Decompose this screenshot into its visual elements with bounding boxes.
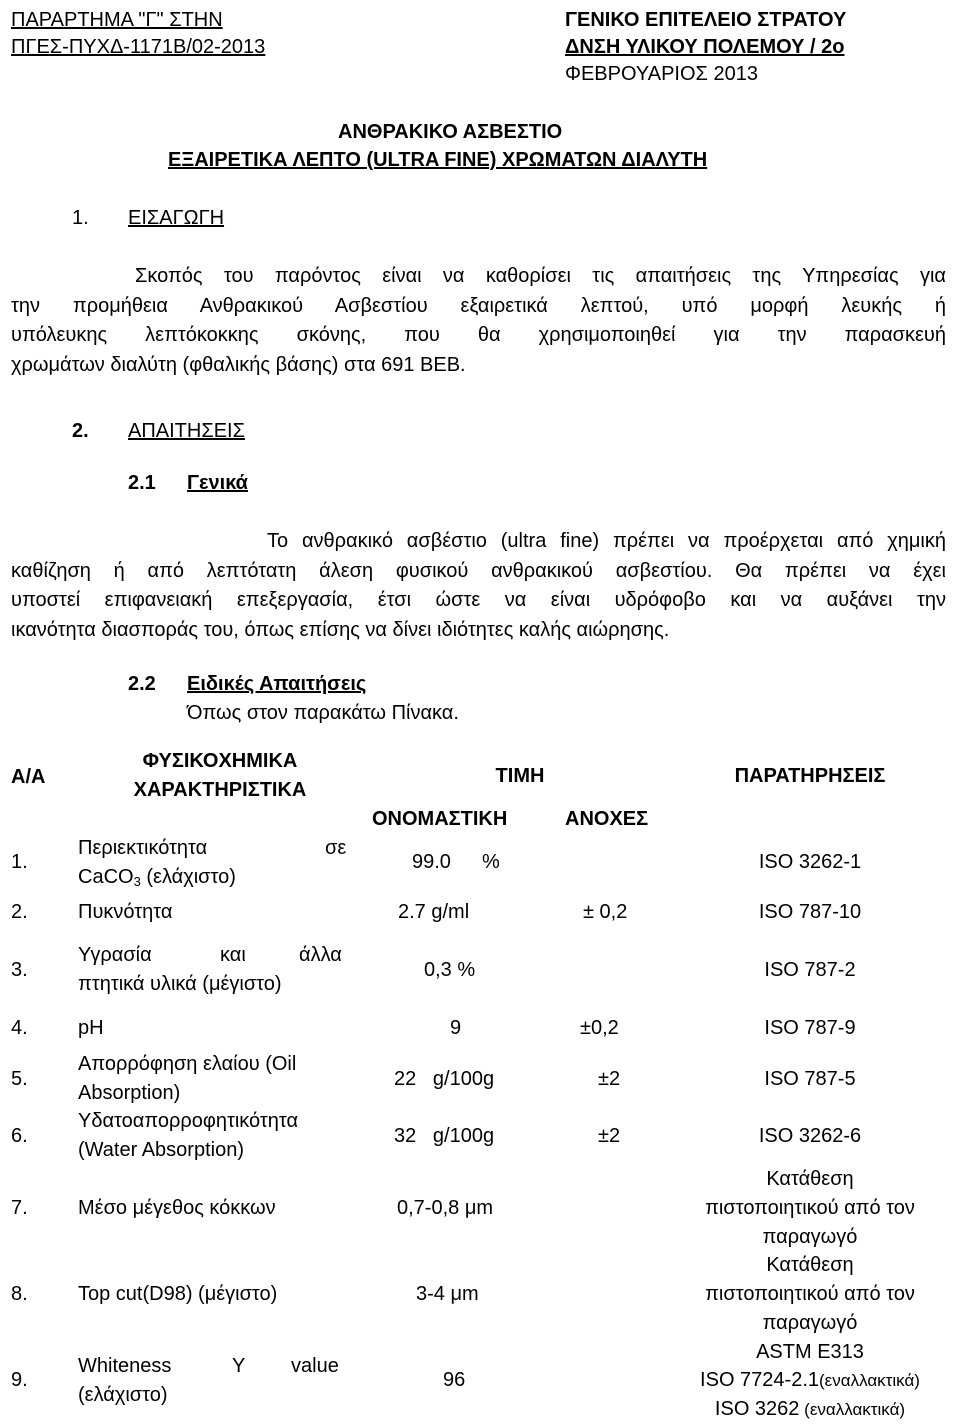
row-remark: ISO 3262-6	[758, 1125, 862, 1147]
row-property: Υδατοαπορροφητικότητα	[78, 1110, 299, 1132]
header-value: ΤΙΜΗ	[495, 765, 545, 787]
header-tolerance: ΑΝΟΧΕΣ	[565, 808, 649, 830]
alternative-note: (εναλλακτικά)	[799, 1400, 906, 1419]
row-property-word: και	[220, 944, 246, 966]
row-nominal: 96	[443, 1369, 466, 1391]
standard-code: ISO 7724-2.1	[700, 1369, 820, 1391]
row-remark: ISO 3262-1	[758, 851, 862, 873]
section1-paragraph	[11, 262, 946, 380]
paragraph-line: την προμήθεια Ανθρακικού Ασβεστίου εξαιρετικά λεπτού, υπό μορφή λευκής ή	[11, 294, 946, 317]
section2-2-number: 2.2	[128, 673, 156, 695]
header-left-line1: ΠΑΡΑΡΤΗΜΑ "Γ" ΣΤΗΝ	[11, 9, 223, 31]
row-remark-line1: Κατάθεση	[766, 1168, 854, 1190]
paragraph-line: Σκοπός του παρόντος είναι να καθορίσει τις απαιτήσεις της Υπηρεσίας για	[135, 265, 946, 287]
row-property: Μέσο μέγεθος κόκκων	[78, 1197, 276, 1219]
row-number: 5.	[11, 1068, 28, 1090]
section2-1-paragraph	[11, 527, 946, 645]
row-number: 3.	[11, 959, 28, 981]
paragraph-line: Το ανθρακικό ασβέστιο (ultra fine) πρέπει να προέρχεται από χημική	[267, 530, 946, 552]
row-tolerance: ±0,2	[580, 1017, 619, 1039]
header-aa: Α/Α	[11, 766, 46, 788]
row-remark: ISO 787-5	[764, 1068, 856, 1090]
row-nominal: 99.0	[412, 851, 451, 873]
formula-suffix: (ελάχιστο)	[140, 866, 236, 888]
paragraph-line: ικανότητα διασποράς του, όπως επίσης να δίνει ιδιότητες καλής αιώρησης.	[11, 618, 670, 641]
header-left-line2: ΠΓΕΣ-ΠΥΧΔ-1171Β/02-2013	[11, 36, 266, 58]
row-nominal: 2.7 g/ml	[398, 901, 470, 923]
row-property-line2: Absorption)	[78, 1082, 181, 1104]
header-right-line2: ΔΝΣΗ ΥΛΙΚΟΥ ΠΟΛΕΜΟΥ / 2ο	[565, 36, 845, 58]
row-remark: ISO 787-2	[764, 959, 856, 981]
section2-number: 2.	[72, 420, 89, 442]
row-remark-line3: παραγωγό	[762, 1226, 858, 1248]
row-tolerance: ±2	[598, 1068, 621, 1090]
section1-number: 1.	[72, 207, 89, 229]
row-tolerance: ± 0,2	[583, 901, 628, 923]
row-nominal: 0,7-0,8 μm	[397, 1197, 494, 1219]
row-remark-line3	[675, 1395, 945, 1424]
section2-heading: ΑΠΑΙΤΗΣΕΙΣ	[128, 420, 245, 442]
row-remark: ISO 787-10	[758, 901, 862, 923]
row-number: 2.	[11, 901, 28, 923]
row-property-word: Y	[232, 1355, 246, 1377]
row-nominal: 22 g/100g	[394, 1068, 495, 1090]
section2-2-text: Όπως στον παρακάτω Πίνακα.	[187, 702, 459, 724]
header-properties-line2: ΧΑΡΑΚΤΗΡΙΣΤΙΚΑ	[133, 779, 307, 801]
document-title-line2: ΕΞΑΙΡΕΤΙΚΑ ΛΕΠΤΟ (ULTRA FINE) ΧΡΩΜΑΤΩΝ ΔΙΑΛΥΤΗ	[168, 149, 708, 171]
header-right-line1: ΓΕΝΙΚΟ ΕΠΙΤΕΛΕΙΟ ΣΤΡΑΤΟΥ	[565, 9, 847, 31]
row-remark-line2: πιστοποιητικού από τον	[705, 1197, 915, 1219]
row-remark-line2	[675, 1366, 945, 1395]
header-right-line3: ΦΕΒΡΟΥΑΡΙΟΣ 2013	[565, 63, 758, 85]
row-nominal: 32 g/100g	[394, 1125, 495, 1147]
row-nominal: 0,3 %	[424, 959, 476, 981]
formula: CaCO	[78, 866, 134, 888]
row-property-word: value	[291, 1355, 339, 1377]
section2-2-heading: Ειδικές Απαιτήσεις	[187, 673, 367, 695]
row-property-word: Υγρασία	[78, 944, 152, 966]
row-property: Πυκνότητα	[78, 901, 173, 923]
row-number: 1.	[11, 851, 28, 873]
row-nominal-unit: %	[482, 851, 500, 873]
section2-1-heading: Γενικά	[187, 472, 248, 494]
row-property-line2: πτητικά υλικά (μέγιστο)	[78, 973, 282, 995]
row-property: pH	[78, 1017, 104, 1039]
paragraph-line: χρωμάτων διαλύτη (φθαλικής βάσης) στα 691 ΒΕΒ.	[11, 353, 466, 376]
row-property: Top cut(D98) (μέγιστο)	[78, 1283, 278, 1305]
row-number: 9.	[11, 1369, 28, 1391]
row-remark-line1: ASTM E313	[756, 1341, 864, 1363]
section2-1-number: 2.1	[128, 472, 156, 494]
header-remarks: ΠΑΡΑΤΗΡΗΣΕΙΣ	[734, 765, 886, 787]
alternative-note: (εναλλακτικά)	[819, 1371, 920, 1390]
header-nominal: ΟΝΟΜΑΣΤΙΚΗ	[372, 808, 508, 830]
row-property: Απορρόφηση ελαίου (Oil	[78, 1053, 297, 1075]
row-number: 6.	[11, 1125, 28, 1147]
document-title-line1: ΑΝΘΡΑΚΙΚΟ ΑΣΒΕΣΤΙΟ	[338, 121, 563, 143]
paragraph-line: υπόλευκης λεπτόκοκκης σκόνης, που θα χρησιμοποιηθεί για την παρασκευή	[11, 324, 946, 346]
paragraph-line: υποστεί επιφανειακή επεξεργασία, έτσι ώστε να είναι υδρόφοβο και να αυξάνει την	[11, 589, 946, 611]
row-property: Περιεκτικότητα	[78, 837, 208, 859]
row-nominal: 9	[450, 1017, 462, 1039]
row-remark-line3: παραγωγό	[762, 1312, 858, 1334]
row-number: 7.	[11, 1197, 28, 1219]
row-number: 4.	[11, 1017, 28, 1039]
row-tolerance: ±2	[598, 1125, 621, 1147]
formula-subscript: 3	[133, 874, 141, 889]
header-properties-line1: ΦΥΣΙΚΟΧΗΜΙΚΑ	[142, 750, 298, 772]
row-number: 8.	[11, 1283, 28, 1305]
paragraph-line: καθίζηση ή από λεπτότατη άλεση φυσικού ανθρακικού ασβεστίου. Θα πρέπει να έχει	[11, 559, 946, 582]
section1-heading: ΕΙΣΑΓΩΓΗ	[128, 207, 225, 229]
row-nominal: 3-4 μm	[416, 1283, 479, 1305]
row-property: σε	[325, 837, 347, 859]
row-property-word: άλλα	[299, 944, 342, 966]
row-property-line2	[78, 863, 236, 896]
row-property-word: Whiteness	[78, 1355, 172, 1377]
row-property-line2: (ελάχιστο)	[78, 1384, 168, 1406]
row-remark: ISO 787-9	[764, 1017, 856, 1039]
row-remark-line2: πιστοποιητικού από τον	[705, 1283, 915, 1305]
row-property-line2: (Water Absorption)	[78, 1139, 244, 1161]
row-remark-line1: Κατάθεση	[766, 1254, 854, 1276]
standard-code: ISO 3262	[714, 1398, 800, 1420]
